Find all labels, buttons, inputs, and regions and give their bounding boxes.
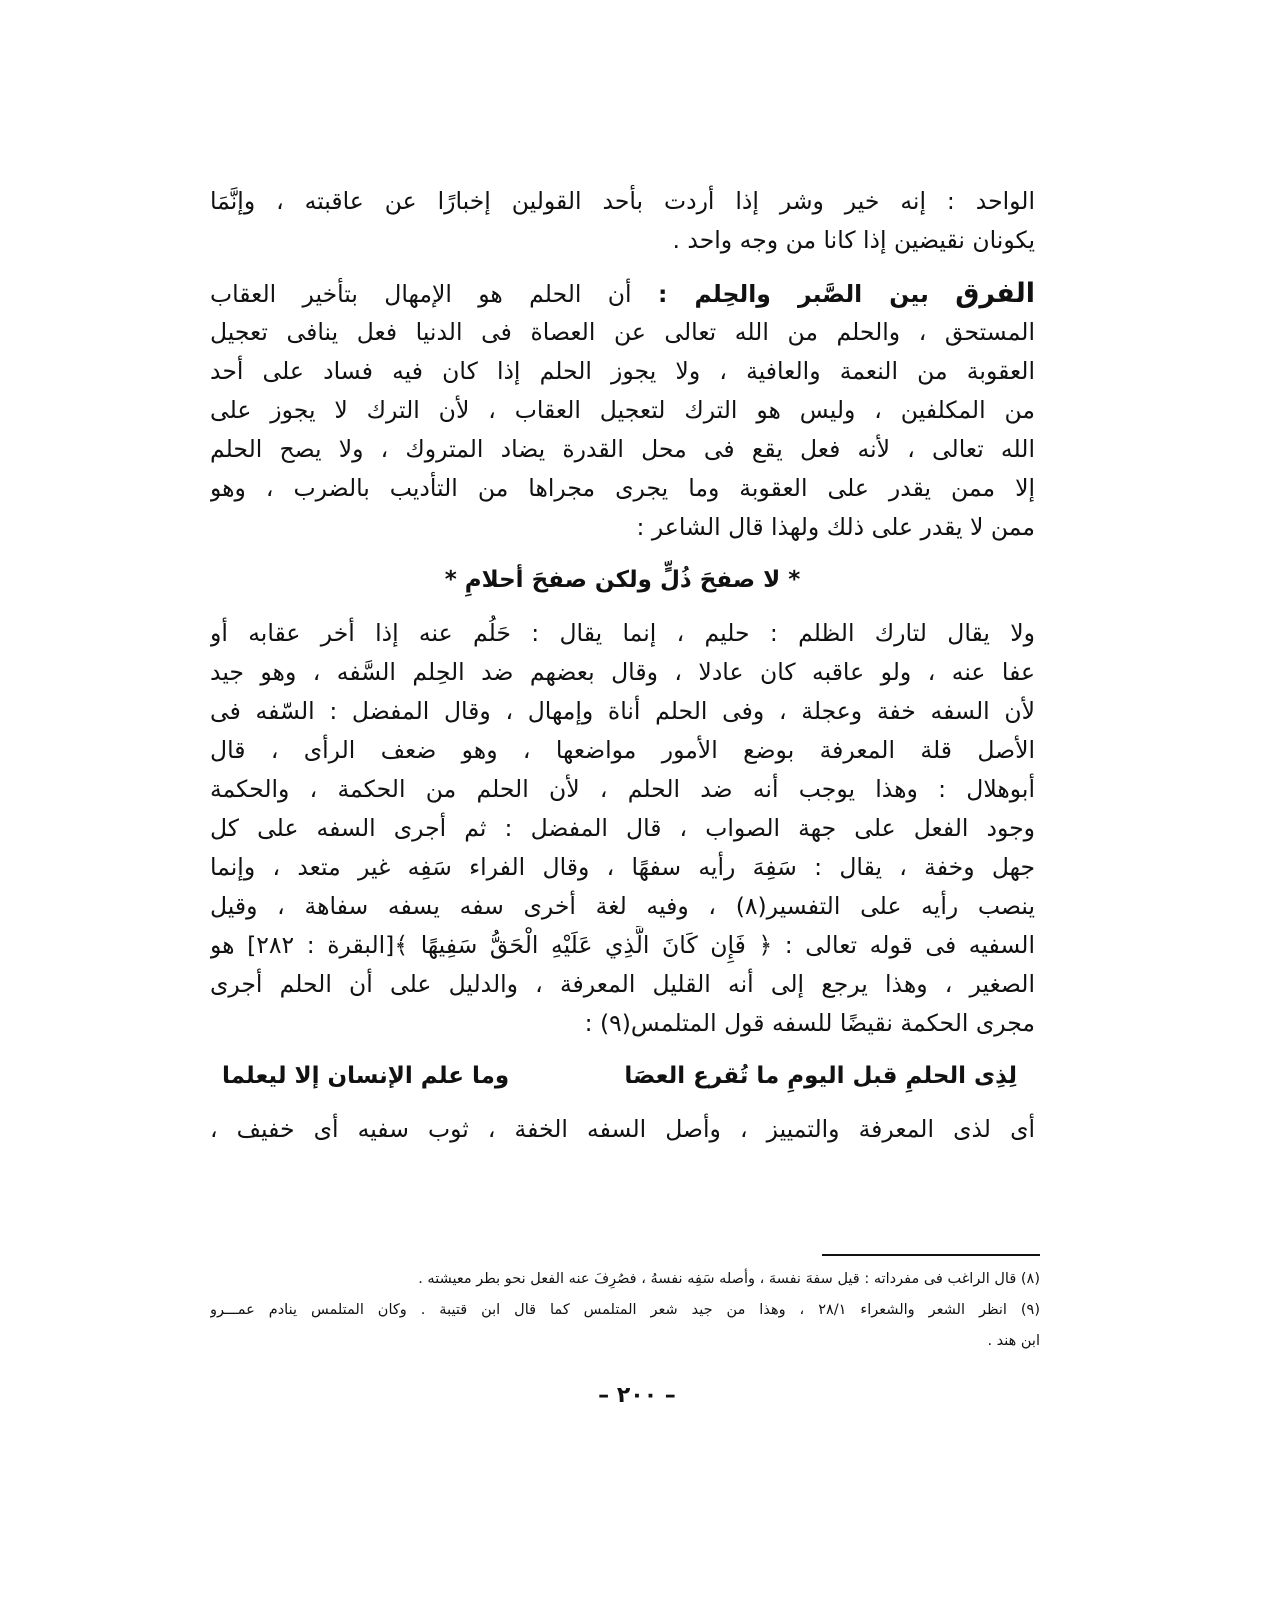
text-line: وجود الفعل على جهة الصواب ، قال المفضل : ثم أجرى السفه على كل [210,814,1035,842]
text-line: عفا عنه ، ولو عاقبه كان عادلا ، وقال بعضهم ضد الحِلم السَّفه ، وهو جيد [210,658,1035,686]
poem-second-hemistich: وما علم الإنسان إلا ليعلما [222,1063,510,1089]
section-heading-line [210,274,1035,313]
footnote-8: (٨) قال الراغب فى مفرداته : قيل سفهَ نفسهَ ، وأصله سَفِه نفسهُ ، فصُرِفَ عنه الفعل نحو بطر معيشته . [418,1271,1040,1287]
text-line: إلا ممن يقدر على العقوبة وما يجرى مجراها من التأديب بالضرب ، وهو [210,474,1035,502]
text-line: مجرى الحكمة نقيضًا للسفه قول المتلمس(٩) : [584,1009,1035,1037]
text-line: يكونان نقيضين إذا كانا من وجه واحد . [672,226,1035,254]
text-line: الصغير ، وهذا يرجع إلى أنه القليل المعرفة ، والدليل على أن الحلم أجرى [210,970,1035,998]
text-line: المستحق ، والحلم من الله تعالى عن العصاة فى الدنيا فعل ينافى تعجيل [210,318,1035,346]
page-number: – ٢٠٠ – [598,1383,676,1408]
text-line: لأن السفه خفة وعجلة ، وفى الحلم أناة وإمهال ، وقال المفضل : السّفه فى [210,697,1035,725]
main-text [210,182,1035,1149]
footnotes [210,1264,1040,1357]
poem-first-hemistich: لِذِى الحلمِ قبل اليومِ ما تُقرع العصَا [624,1063,1017,1089]
text-line: السفيه فى قوله تعالى : ﴿ فَإِن كَانَ الَّذِي عَلَيْهِ الْحَقُّ سَفِيهًا ﴾[البقرة : ٢٨٢] هو [210,931,1035,959]
verse-quote: * لا صفحَ ذُلٍّ ولكن صفحَ أحلامِ * [444,567,801,593]
text-line: الله تعالى ، لأنه فعل يقع فى محل القدرة يضاد المتروك ، ولا يصح الحلم [210,435,1035,463]
section-heading-subject: بين الصَّبر والحِلم : [657,280,929,308]
text-line: من المكلفين ، وليس هو الترك لتعجيل العقاب ، لأن الترك لا يجوز على [210,396,1035,424]
text-line: أى لذى المعرفة والتمييز ، وأصل السفه الخفة ، ثوب سفيه أى خفيف ، [210,1115,1035,1143]
text-line: ممن لا يقدر على ذلك ولهذا قال الشاعر : [636,513,1035,541]
section-heading-text: أن الحلم هو الإمهال بتأخير العقاب [210,280,632,308]
text-line: الأصل قلة المعرفة بوضع الأمور مواضعها ، وهو ضعف الرأى ، قال [210,736,1035,764]
text-line: الواحد : إنه خير وشر إذا أردت بأحد القولين إخبارًا عن عاقبته ، وإنَّمَا [210,187,1035,215]
text-line: جهل وخفة ، يقال : سَفِهَ رأيه سفهًا ، وقال الفراء سَفِه غير متعد ، وإنما [210,853,1035,881]
footnote-9: (٩) انظر الشعر والشعراء ٢٨/١ ، وهذا من جيد شعر المتلمس كما قال ابن قتيبة . وكان المتلمس ينادم عمـــرو [210,1302,1040,1318]
text-line: أبوهلال : وهذا يوجب أنه ضد الحلم ، لأن الحلم من الحكمة ، والحكمة [210,775,1035,803]
poem-verse [210,1057,1035,1096]
text-line: ولا يقال لتارك الظلم : حليم ، إنما يقال : حَلُم عنه إذا أخر عقابه أو [210,619,1035,647]
footnote-9-continued: ابن هند . [987,1333,1040,1349]
section-heading: الفرق [955,278,1035,309]
text-line: العقوبة من النعمة والعافية ، ولا يجوز الحلم إذا كان فيه فساد على أحد [210,357,1035,385]
footnote-divider [822,1254,1040,1256]
text-line: ينصب رأيه على التفسير(٨) ، وفيه لغة أخرى سفه يسفه سفاهة ، وقيل [210,892,1035,920]
